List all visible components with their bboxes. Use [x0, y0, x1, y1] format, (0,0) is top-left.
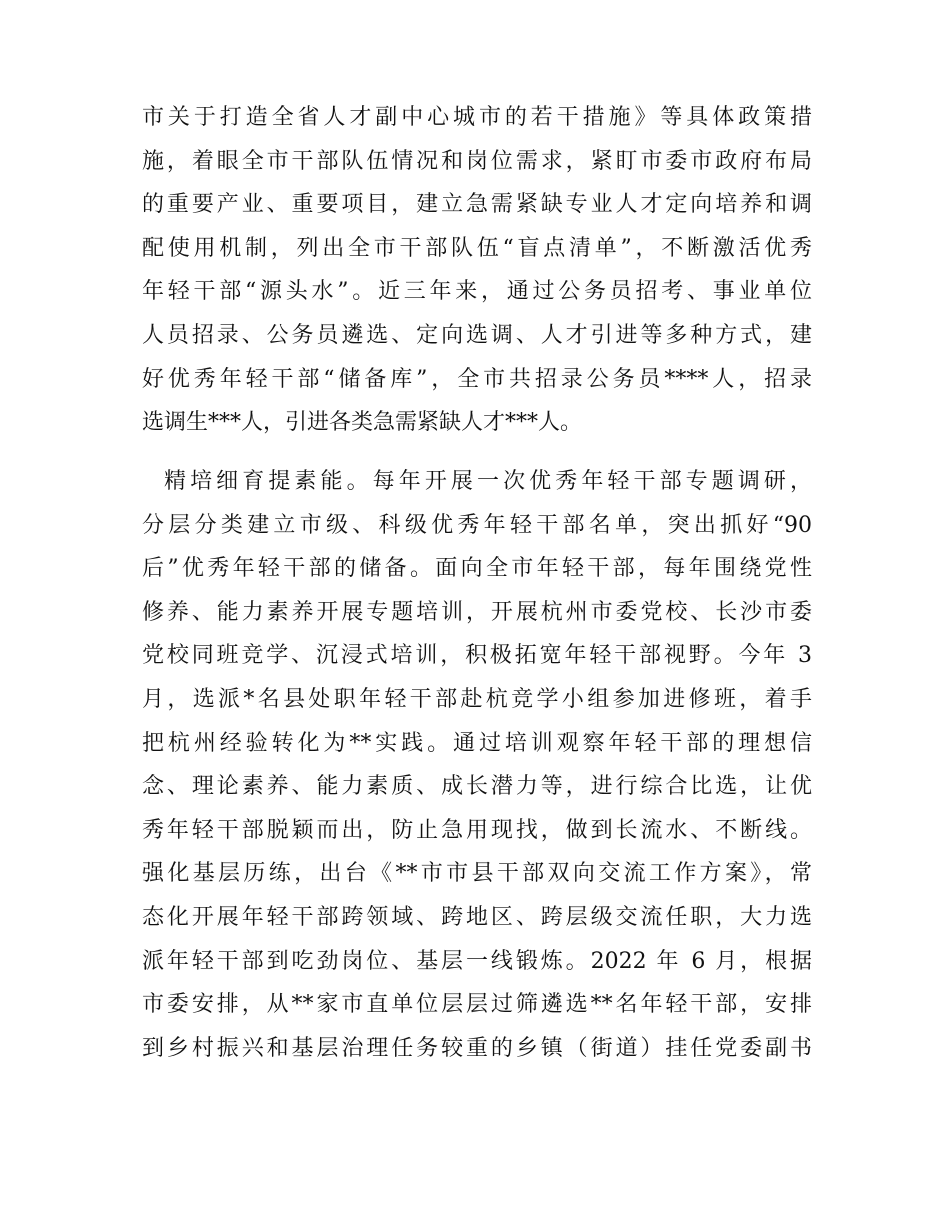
text-line: 强化基层历练，出台《**市市县干部双向交流工作方案》，常 — [142, 861, 812, 887]
text-line: 市委安排，从**家市直单位层层过筛遴选**名年轻干部，安排 — [142, 992, 812, 1018]
text-line: 人员招录、公务员遴选、定向选调、人才引进等多种方式，建 — [142, 323, 812, 348]
text-line: 到乡村振兴和基层治理任务较重的乡镇（街道）挂任党委副书 — [142, 1035, 812, 1061]
text-line: 党校同班竞学、沉浸式培训，积极拓宽年轻干部视野。今年 3 — [142, 643, 812, 669]
text-line: 配使用机制，列出全市干部队伍“盲点清单”，不断激活优秀 — [142, 235, 812, 261]
text-line: 好优秀年轻干部“储备库”，全市共招录公务员****人，招录 — [142, 366, 812, 392]
text-line: 念、理论素养、能力素质、成长潜力等，进行综合比选，让优 — [142, 774, 812, 800]
text-line: 修养、能力素养开展专题培训，开展杭州市委党校、长沙市委 — [142, 599, 812, 625]
text-line: 月，选派*名县处职年轻干部赴杭竞学小组参加进修班，着手 — [142, 687, 812, 712]
text-line: 把杭州经验转化为**实践。通过培训观察年轻干部的理想信 — [142, 730, 812, 756]
text-line: 年轻干部“源头水”。近三年来，通过公务员招考、事业单位 — [142, 279, 812, 305]
text-line: 精培细育提素能。每年开展一次优秀年轻干部专题调研， — [164, 469, 812, 494]
text-line: 分层分类建立市级、科级优秀年轻干部名单，突出抓好“90 — [142, 512, 812, 538]
text-line: 选调生***人，引进各类急需紧缺人才***人。 — [142, 410, 583, 436]
text-line: 态化开展年轻干部跨领域、跨地区、跨层级交流任职，大力选 — [142, 905, 812, 930]
text-line: 施，着眼全市干部队伍情况和岗位需求，紧盯市委市政府布局 — [142, 148, 812, 174]
text-line: 派年轻干部到吃劲岗位、基层一线锻炼。2022 年 6 月，根据 — [142, 948, 812, 974]
text-line: 秀年轻干部脱颖而出，防止急用现找，做到长流水、不断线。 — [142, 817, 812, 843]
text-line: 后”优秀年轻干部的储备。面向全市年轻干部，每年围绕党性 — [142, 556, 812, 582]
text-line: 市关于打造全省人才副中心城市的若干措施》等具体政策措 — [142, 105, 812, 130]
text-line: 的重要产业、重要项目，建立急需紧缺专业人才定向培养和调 — [142, 192, 812, 218]
